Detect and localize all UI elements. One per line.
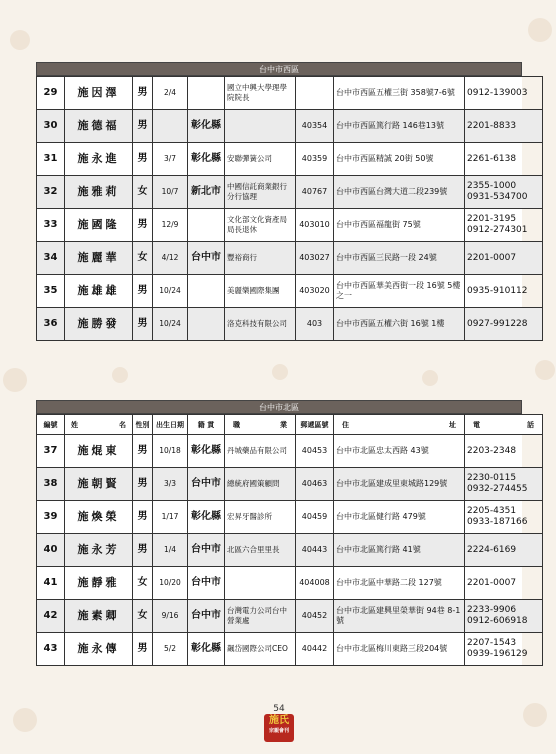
member-number: 30: [37, 110, 65, 143]
member-birthday: 4/12: [153, 242, 188, 275]
header-phone: [465, 415, 543, 435]
header-hometown: 籍 貫: [188, 415, 225, 435]
table-row: [37, 567, 543, 600]
member-zip: 40359: [296, 143, 334, 176]
member-birthday: 9/16: [153, 600, 188, 633]
member-address: 台中市西區台灣大道二段239號: [334, 176, 465, 209]
member-name: 施雅莉: [65, 176, 133, 209]
member-address: 台中市北區中華路二段 127號: [334, 567, 465, 600]
member-hometown: 台中市: [188, 534, 225, 567]
member-number: 29: [37, 77, 65, 110]
header-address-b: 址: [449, 420, 456, 429]
member-name: 施永傳: [65, 633, 133, 666]
member-job: [225, 110, 296, 143]
member-hometown: 彰化縣: [188, 633, 225, 666]
table-row: [37, 468, 543, 501]
member-zip: 403: [296, 308, 334, 341]
section-west-district: [36, 62, 528, 341]
member-address: 台中市北區健行路 479號: [334, 501, 465, 534]
member-phone: [465, 435, 543, 468]
member-zip: 40452: [296, 600, 334, 633]
member-job: 丹城藥品有限公司: [225, 435, 296, 468]
header-job: [225, 415, 296, 435]
member-hometown: 彰化縣: [188, 501, 225, 534]
member-zip: 404008: [296, 567, 334, 600]
member-birthday: 1/4: [153, 534, 188, 567]
member-phone: [465, 468, 543, 501]
member-birthday: 1/17: [153, 501, 188, 534]
member-sex: 女: [133, 600, 153, 633]
member-birthday: 3/3: [153, 468, 188, 501]
member-hometown: 彰化縣: [188, 143, 225, 176]
member-zip: 40459: [296, 501, 334, 534]
member-sex: 男: [133, 501, 153, 534]
phone-number: 2201-0007: [467, 252, 517, 263]
table-header-row: [37, 415, 543, 435]
phone-number: 2261-6138: [467, 153, 517, 164]
member-hometown: 台中市: [188, 567, 225, 600]
member-sex: 男: [133, 143, 153, 176]
table-row: [37, 308, 543, 341]
member-job: 北區六合里里長: [225, 534, 296, 567]
member-number: 36: [37, 308, 65, 341]
phone-number: 2224-6169: [467, 544, 517, 555]
member-number: 33: [37, 209, 65, 242]
member-table: [36, 414, 543, 666]
member-table: [36, 76, 543, 341]
member-zip: 40443: [296, 534, 334, 567]
header-zip: 郵遞區號: [296, 415, 334, 435]
member-number: 32: [37, 176, 65, 209]
member-hometown: [188, 209, 225, 242]
phone-number: 2233-9906: [467, 605, 517, 615]
member-name: 施雄雄: [65, 275, 133, 308]
member-job: 豐裕商行: [225, 242, 296, 275]
member-name: 施德福: [65, 110, 133, 143]
member-birthday: 10/7: [153, 176, 188, 209]
member-birthday: 5/2: [153, 633, 188, 666]
member-job: 安聯彈簧公司: [225, 143, 296, 176]
phone-number: 2355-1000: [467, 181, 517, 191]
phone-number: 0931-534700: [467, 192, 528, 202]
member-address: 台中市北區建興里榮華街 94巷 8-1號: [334, 600, 465, 633]
header-name-b: 名: [119, 420, 126, 429]
phone-number: 2230-0115: [467, 473, 517, 483]
member-birthday: 10/24: [153, 308, 188, 341]
member-number: 39: [37, 501, 65, 534]
member-birthday: 2/4: [153, 77, 188, 110]
member-address: 台中市西區篤行路 146巷13號: [334, 110, 465, 143]
member-address: 台中市西區福龍街 75號: [334, 209, 465, 242]
member-hometown: 台中市: [188, 600, 225, 633]
member-zip: [296, 77, 334, 110]
member-job: 國立中興大學理學院院長: [225, 77, 296, 110]
phone-number: 0933-187166: [467, 517, 528, 527]
table-row: [37, 275, 543, 308]
member-address: 台中市西區華美西街一段 16號 5樓之一: [334, 275, 465, 308]
member-job: 台灣電力公司台中營業處: [225, 600, 296, 633]
section-title: 台中市西區: [36, 62, 522, 76]
phone-number: 0932-274455: [467, 484, 528, 494]
member-job: 中國信託商業銀行分行協理: [225, 176, 296, 209]
member-phone: [465, 308, 543, 341]
table-row: [37, 176, 543, 209]
phone-number: 0912-274301: [467, 225, 528, 235]
member-phone: [465, 209, 543, 242]
member-phone: [465, 501, 543, 534]
header-sex: 性別: [133, 415, 153, 435]
table-row: [37, 600, 543, 633]
member-hometown: [188, 275, 225, 308]
phone-number: 0912-139003: [467, 87, 528, 98]
member-job: 洛克科技有限公司: [225, 308, 296, 341]
member-name: 施因澤: [65, 77, 133, 110]
phone-number: 2203-2348: [467, 445, 517, 456]
member-phone: [465, 176, 543, 209]
member-name: 施永芳: [65, 534, 133, 567]
member-address: 台中市北區篤行路 41號: [334, 534, 465, 567]
member-number: 42: [37, 600, 65, 633]
phone-number: 0939-196129: [467, 649, 528, 659]
member-sex: 男: [133, 77, 153, 110]
member-sex: 男: [133, 209, 153, 242]
member-name: 施焜東: [65, 435, 133, 468]
member-sex: 男: [133, 275, 153, 308]
member-address: 台中市西區精誠 20街 50號: [334, 143, 465, 176]
member-address: 台中市西區五權三街 358號7-6號: [334, 77, 465, 110]
member-phone: [465, 633, 543, 666]
member-address: 台中市西區三民路一段 24號: [334, 242, 465, 275]
table-row: [37, 77, 543, 110]
member-birthday: [153, 110, 188, 143]
member-zip: 403010: [296, 209, 334, 242]
table-row: [37, 110, 543, 143]
member-name: 施煥榮: [65, 501, 133, 534]
member-sex: 女: [133, 176, 153, 209]
member-name: 施勝發: [65, 308, 133, 341]
member-phone: [465, 110, 543, 143]
member-zip: 403020: [296, 275, 334, 308]
phone-number: 2201-8833: [467, 120, 517, 131]
member-number: 37: [37, 435, 65, 468]
member-hometown: 彰化縣: [188, 110, 225, 143]
phone-number: 2207-1543: [467, 638, 517, 648]
member-sex: 男: [133, 633, 153, 666]
member-job: 文化部文化資產局 局長退休: [225, 209, 296, 242]
clan-logo: [264, 714, 294, 742]
member-sex: 男: [133, 534, 153, 567]
member-zip: 40767: [296, 176, 334, 209]
header-birthday: 出生日期: [153, 415, 188, 435]
member-birthday: 12/9: [153, 209, 188, 242]
member-name: 施永進: [65, 143, 133, 176]
member-sex: 男: [133, 468, 153, 501]
header-job-b: 業: [280, 420, 287, 429]
header-address-a: 住: [342, 420, 349, 429]
table-row: [37, 633, 543, 666]
member-hometown: 彰化縣: [188, 435, 225, 468]
member-name: 施麗華: [65, 242, 133, 275]
member-zip: 403027: [296, 242, 334, 275]
member-number: 34: [37, 242, 65, 275]
table-row: [37, 501, 543, 534]
member-sex: 男: [133, 308, 153, 341]
member-birthday: 3/7: [153, 143, 188, 176]
phone-number: 0912-606918: [467, 616, 528, 626]
member-job: 總統府國策顧問: [225, 468, 296, 501]
member-number: 40: [37, 534, 65, 567]
header-address: [334, 415, 465, 435]
member-phone: [465, 77, 543, 110]
member-number: 41: [37, 567, 65, 600]
member-phone: [465, 242, 543, 275]
logo-sub-text: 宗親會刊: [268, 728, 289, 734]
phone-number: 2205-4351: [467, 506, 517, 516]
member-address: 台中市北區忠太西路 43號: [334, 435, 465, 468]
member-hometown: 台中市: [188, 468, 225, 501]
page-number: 54: [273, 704, 285, 714]
member-number: 43: [37, 633, 65, 666]
phone-number: 2201-0007: [467, 577, 517, 588]
header-name-a: 姓: [71, 420, 78, 429]
header-phone-a: 電: [473, 420, 480, 429]
member-birthday: 10/24: [153, 275, 188, 308]
member-phone: [465, 143, 543, 176]
member-hometown: 台中市: [188, 242, 225, 275]
member-number: 31: [37, 143, 65, 176]
member-address: 台中市西區五權六街 16號 1樓: [334, 308, 465, 341]
member-zip: 40463: [296, 468, 334, 501]
member-name: 施朝賢: [65, 468, 133, 501]
header-job-a: 職: [233, 420, 240, 429]
member-job: [225, 567, 296, 600]
member-phone: [465, 567, 543, 600]
member-job: 飆岱國際公司CEO: [225, 633, 296, 666]
member-sex: 女: [133, 242, 153, 275]
member-name: 施素卿: [65, 600, 133, 633]
member-phone: [465, 275, 543, 308]
table-row: [37, 435, 543, 468]
header-phone-b: 話: [527, 420, 534, 429]
member-sex: 女: [133, 567, 153, 600]
section-north-district: [36, 400, 534, 666]
table-row: [37, 143, 543, 176]
member-address: 台中市北區梅川東路三段204號: [334, 633, 465, 666]
member-phone: [465, 534, 543, 567]
table-row: [37, 242, 543, 275]
member-job: 美麗樂國際集團: [225, 275, 296, 308]
phone-number: 0935-910112: [467, 285, 528, 296]
member-sex: 男: [133, 435, 153, 468]
header-number: 編號: [37, 415, 65, 435]
member-phone: [465, 600, 543, 633]
table-row: [37, 534, 543, 567]
header-name: [65, 415, 133, 435]
member-zip: 40453: [296, 435, 334, 468]
member-sex: 男: [133, 110, 153, 143]
phone-number: 2201-3195: [467, 214, 517, 224]
member-number: 35: [37, 275, 65, 308]
member-birthday: 10/18: [153, 435, 188, 468]
member-number: 38: [37, 468, 65, 501]
member-birthday: 10/20: [153, 567, 188, 600]
member-hometown: [188, 77, 225, 110]
phone-number: 0927-991228: [467, 318, 528, 329]
member-job: 宏昇牙醫診所: [225, 501, 296, 534]
member-hometown: 新北市: [188, 176, 225, 209]
member-name: 施靜雅: [65, 567, 133, 600]
member-hometown: [188, 308, 225, 341]
member-name: 施國隆: [65, 209, 133, 242]
logo-main-text: 施氏: [269, 715, 289, 726]
member-zip: 40354: [296, 110, 334, 143]
page-footer: [262, 704, 296, 744]
member-zip: 40442: [296, 633, 334, 666]
table-row: [37, 209, 543, 242]
section-title: 台中市北區: [36, 400, 522, 414]
member-address: 台中市北區建成里東城路129號: [334, 468, 465, 501]
